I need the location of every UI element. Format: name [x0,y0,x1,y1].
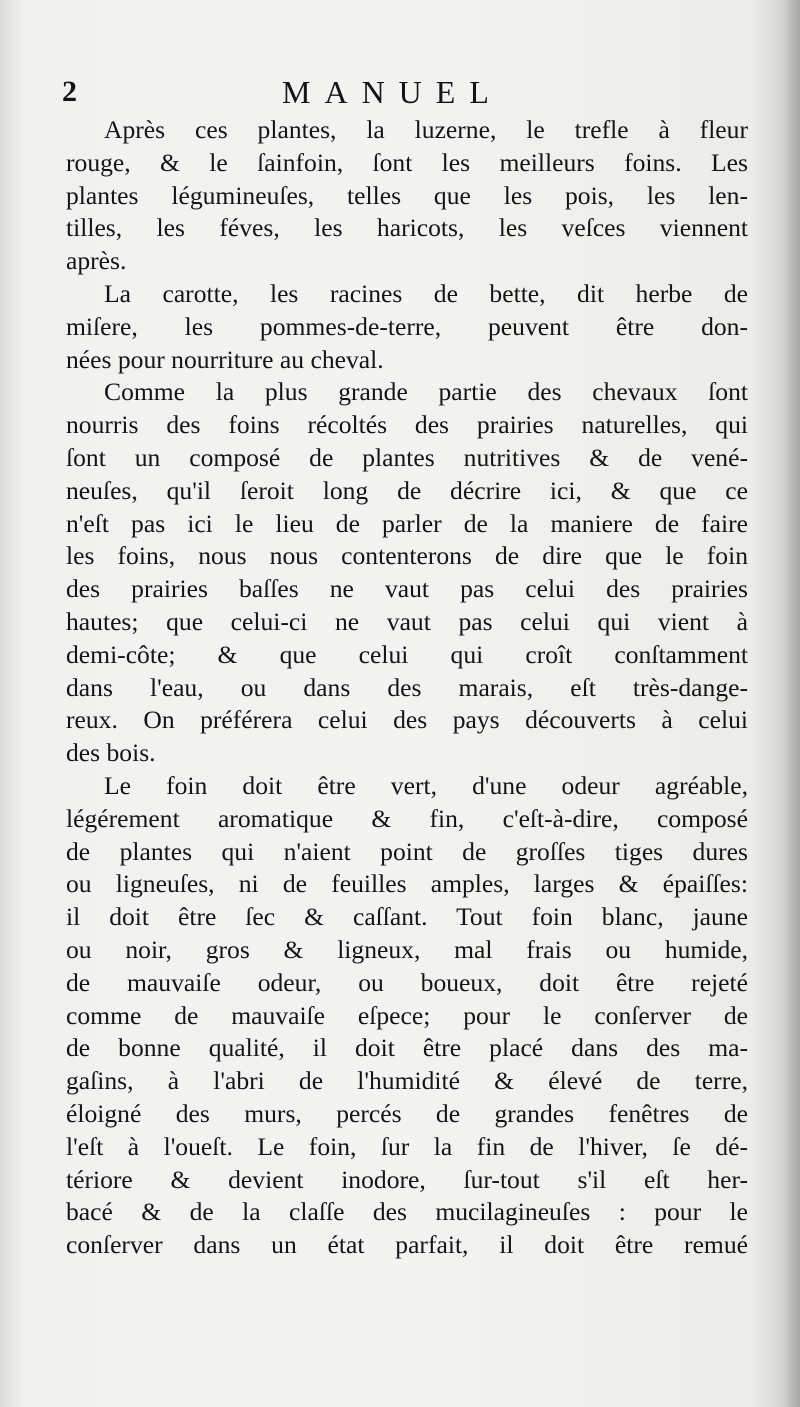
text-line: plantes légumineuſes, telles que les pois, les len- [66,180,748,210]
text-line: n'eſt pas ici le lieu de parler de la maniere de faire [66,508,748,538]
body-text [66,114,748,1262]
text-line: gaſins, à l'abri de l'humidité & élevé de terre, [66,1066,748,1096]
text-line: ſont un composé de plantes nutritives & de vené- [66,442,748,472]
text-line: conſerver dans un état parfait, il doit être remué [66,1230,748,1260]
text-line: Le foin doit être vert, d'une odeur agréable, [104,770,748,800]
text-line: demi-côte; & que celui qui croît conſtamment [66,639,748,669]
page-gutter-shadow [782,0,800,1407]
text-line: de plantes qui n'aient point de groſſes tiges dures [66,836,748,866]
text-line: nées pour nourriture au cheval. [66,344,384,374]
paragraph [66,114,748,278]
text-line: les foins, nous nous contenterons de dire que le foin [66,541,748,571]
text-line: Comme la plus grande partie des chevaux ſont [104,377,748,407]
text-line: tériore & devient inodore, ſur-tout s'il eſt her- [66,1164,748,1194]
text-line: rouge, & le ſainfoin, ſont les meilleurs foins. Les [66,147,748,177]
running-title: MANUEL [282,74,503,110]
text-line: l'eſt à l'oueſt. Le foin, ſur la fin de l'hiver, ſe dé- [66,1131,748,1161]
text-line: Après ces plantes, la luzerne, le trefle à fleur [104,115,748,144]
text-line: après. [66,246,127,276]
text-line: dans l'eau, ou dans des marais, eſt très-dange- [66,672,748,702]
page-number: 2 [62,75,77,108]
paragraph [66,770,748,1262]
text-line: miſere, les pommes-de-terre, peuvent être don- [66,311,748,341]
text-line: ou ligneuſes, ni de feuilles amples, larges & épaiſſes: [66,869,748,899]
text-line: des bois. [66,738,156,768]
paragraph [66,376,748,770]
text-line: comme de mauvaiſe eſpece; pour le conſerver de [66,1000,748,1030]
text-line: éloigné des murs, percés de grandes fenêtres de [66,1098,748,1128]
text-line: de bonne qualité, il doit être placé dans des ma- [66,1033,748,1063]
text-line: neuſes, qu'il ſeroit long de décrire ici, & que ce [66,475,748,505]
text-line: tilles, les féves, les haricots, les veſces viennent [66,213,748,243]
text-line: il doit être ſec & caſſant. Tout foin blanc, jaune [66,902,748,932]
page-header [62,72,762,112]
text-line: reux. On préférera celui des pays découverts à celui [66,705,748,735]
text-line: bacé & de la claſſe des mucilagineuſes : pour le [66,1197,748,1227]
text-line: légérement aromatique & fin, c'eſt-à-dire, composé [66,803,748,833]
paragraph [66,278,748,376]
text-line: hautes; que celui-ci ne vaut pas celui qui vient à [66,606,748,636]
text-line: nourris des foins récoltés des prairies naturelles, qui [66,410,748,440]
text-line: ou noir, gros & ligneux, mal frais ou humide, [66,934,748,964]
text-line: La carotte, les racines de bette, dit herbe de [104,278,748,308]
text-line: des prairies baſſes ne vaut pas celui des prairies [66,574,748,604]
text-line: de mauvaiſe odeur, ou boueux, doit être rejeté [66,967,748,997]
